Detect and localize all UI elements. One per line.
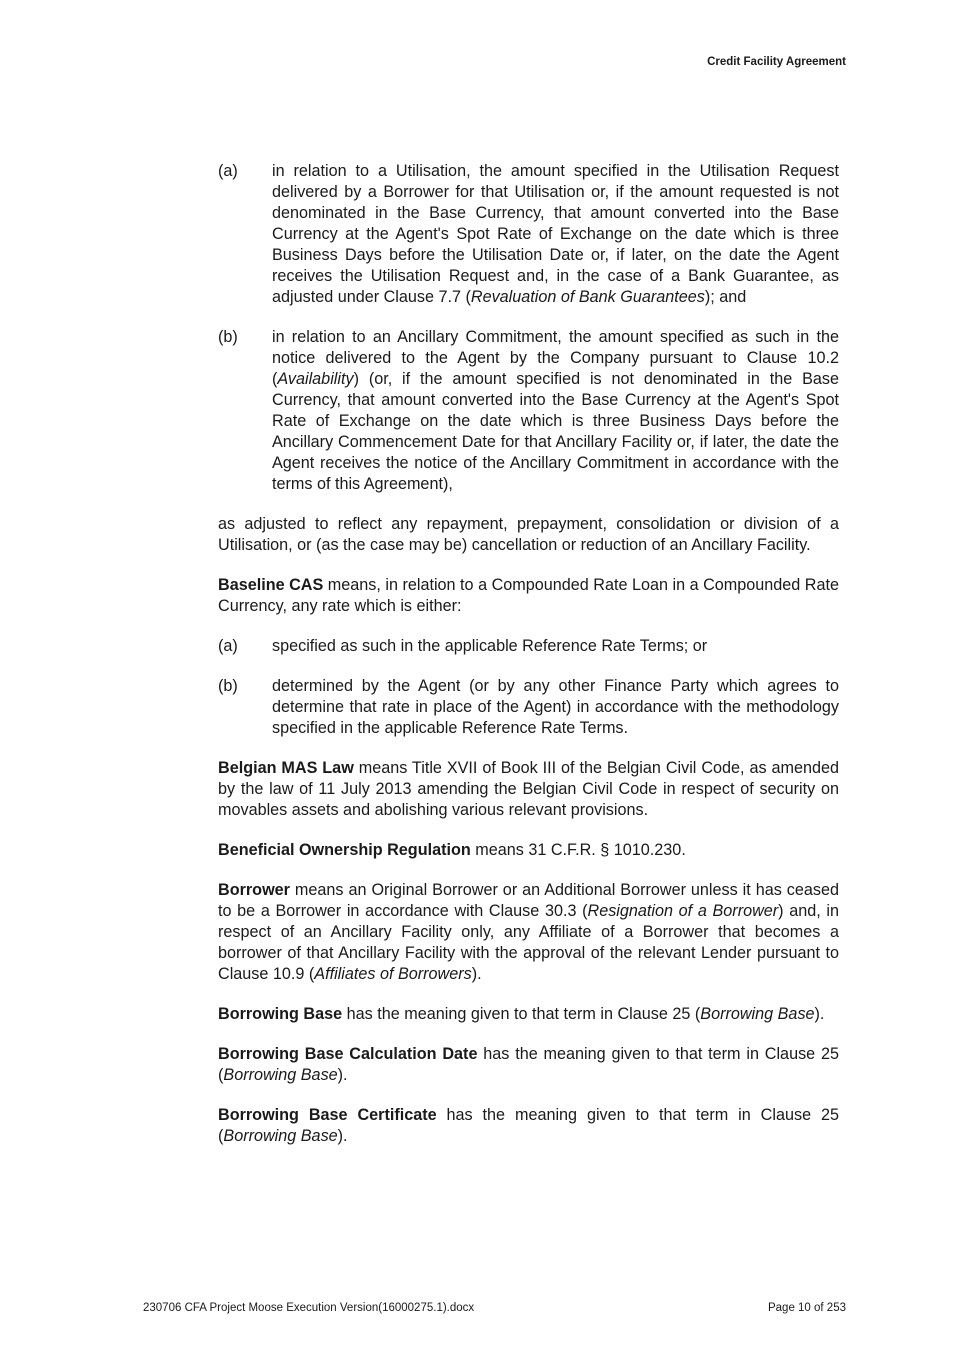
definition-paragraph bbox=[218, 1105, 839, 1147]
defined-term: Beneficial Ownership Regulation bbox=[218, 841, 471, 859]
list-item-label: (a) bbox=[218, 162, 238, 180]
clause-reference-title: Resignation of a Borrower bbox=[587, 902, 779, 920]
list-item bbox=[218, 161, 839, 308]
running-header-title: Credit Facility Agreement bbox=[707, 56, 846, 68]
clause-reference-title: Borrowing Base bbox=[223, 1066, 338, 1084]
body-text: means an Original Borrower or an Additional Borrower unless it has ceased to be a Borrower in accordance with Clause 30.3 ( bbox=[218, 881, 839, 920]
footer-document-name: 230706 CFA Project Moose Execution Version(16000275.1).docx bbox=[143, 1302, 475, 1314]
definition-paragraph bbox=[218, 840, 839, 861]
body-text: ). bbox=[337, 1127, 348, 1145]
list-item bbox=[218, 676, 839, 739]
definition-paragraph bbox=[218, 758, 839, 821]
body-text: ) and, in respect of an Ancillary Facility only, any Affiliate of a Borrower that becomes a borrower of that Ancillary Facility with the approval of the relevant Lender pursuant to Clause 10.9 ( bbox=[218, 902, 839, 983]
body-text: ); and bbox=[704, 288, 747, 306]
list-item-text bbox=[272, 676, 839, 739]
body-text: has the meaning given to that term in Clause 25 ( bbox=[342, 1005, 701, 1023]
clause-reference-title: Revaluation of Bank Guarantees bbox=[470, 288, 705, 306]
defined-term: Borrowing Base Calculation Date bbox=[218, 1045, 478, 1063]
footer-page-number: Page 10 of 253 bbox=[767, 1302, 846, 1314]
list-item-label: (b) bbox=[218, 328, 238, 346]
body-text: determined by the Agent (or by any other Finance Party which agrees to determine that rate in place of the Agent) in accordance with the methodology specified in the applicable Reference Rate Terms. bbox=[272, 677, 839, 737]
body-text: means, in relation to a Compounded Rate Loan in a Compounded Rate Currency, any rate which is either: bbox=[218, 576, 839, 615]
list-item-label: (b) bbox=[218, 677, 238, 695]
body-text: specified as such in the applicable Reference Rate Terms; or bbox=[272, 637, 708, 655]
list-item bbox=[218, 636, 839, 657]
defined-term: Borrower bbox=[218, 881, 290, 899]
defined-term: Baseline CAS bbox=[218, 576, 324, 594]
definition-paragraph bbox=[218, 575, 839, 617]
list-item bbox=[218, 327, 839, 495]
definition-paragraph bbox=[218, 1044, 839, 1086]
body-text: in relation to a Utilisation, the amount specified in the Utilisation Request delivered by a Borrower for that Utilisation or, if the amount requested is not denominated in the Base Currency, that amount converted into the Base Currency at the Agent's Spot Rate of Exchange on the date which is three Business Days before the Utilisation Date or, if later, on the date the Agent receives the Utilisation Request and, in the case of a Bank Guarantee, as adjusted under Clause 7.7 ( bbox=[272, 162, 839, 306]
body-text: ) (or, if the amount specified is not denominated in the Base Currency, that amount converted into the Base Currency at the Agent's Spot Rate of Exchange on the date which is three Business Days before the Ancillary Commencement Date for that Ancillary Facility or, if later, the date the Agent receives the notice of the Ancillary Commitment in accordance with the terms of this Agreement), bbox=[272, 370, 839, 493]
list-item-text bbox=[272, 327, 839, 495]
clause-reference-title: Borrowing Base bbox=[700, 1005, 815, 1023]
definition-paragraph bbox=[218, 1004, 839, 1025]
definition-paragraph bbox=[218, 514, 839, 556]
body-text: has the meaning given to that term in Clause 25 ( bbox=[218, 1045, 839, 1084]
body-text: has the meaning given to that term in Clause 25 ( bbox=[218, 1106, 839, 1145]
list-item-text bbox=[272, 636, 839, 657]
clause-reference-title: Affiliates of Borrowers bbox=[314, 965, 472, 983]
body-text: as adjusted to reflect any repayment, prepayment, consolidation or division of a Utilisation, or (as the case may be) cancellation or reduction of an Ancillary Facility. bbox=[218, 515, 839, 554]
clause-reference-title: Borrowing Base bbox=[223, 1127, 338, 1145]
body-text: in relation to an Ancillary Commitment, the amount specified as such in the notice delivered to the Agent by the Company pursuant to Clause 10.2 ( bbox=[272, 328, 839, 388]
body-text: means 31 C.F.R. § 1010.230. bbox=[470, 841, 686, 859]
body-text: ). bbox=[471, 965, 482, 983]
list-item-text bbox=[272, 161, 839, 308]
defined-term: Borrowing Base bbox=[218, 1005, 343, 1023]
body-text: means Title XVII of Book III of the Belgian Civil Code, as amended by the law of 11 July 2013 amending the Belgian Civil Code in respect of security on movables assets and abolishing various relevant provisions. bbox=[218, 759, 839, 819]
defined-term: Belgian MAS Law bbox=[218, 759, 354, 777]
clause-reference-title: Availability bbox=[277, 370, 354, 388]
body-text: ). bbox=[337, 1066, 348, 1084]
defined-term: Borrowing Base Certificate bbox=[218, 1106, 437, 1124]
definition-paragraph bbox=[218, 880, 839, 985]
document-body bbox=[218, 161, 839, 1166]
list-item-label: (a) bbox=[218, 637, 238, 655]
body-text: ). bbox=[814, 1005, 825, 1023]
